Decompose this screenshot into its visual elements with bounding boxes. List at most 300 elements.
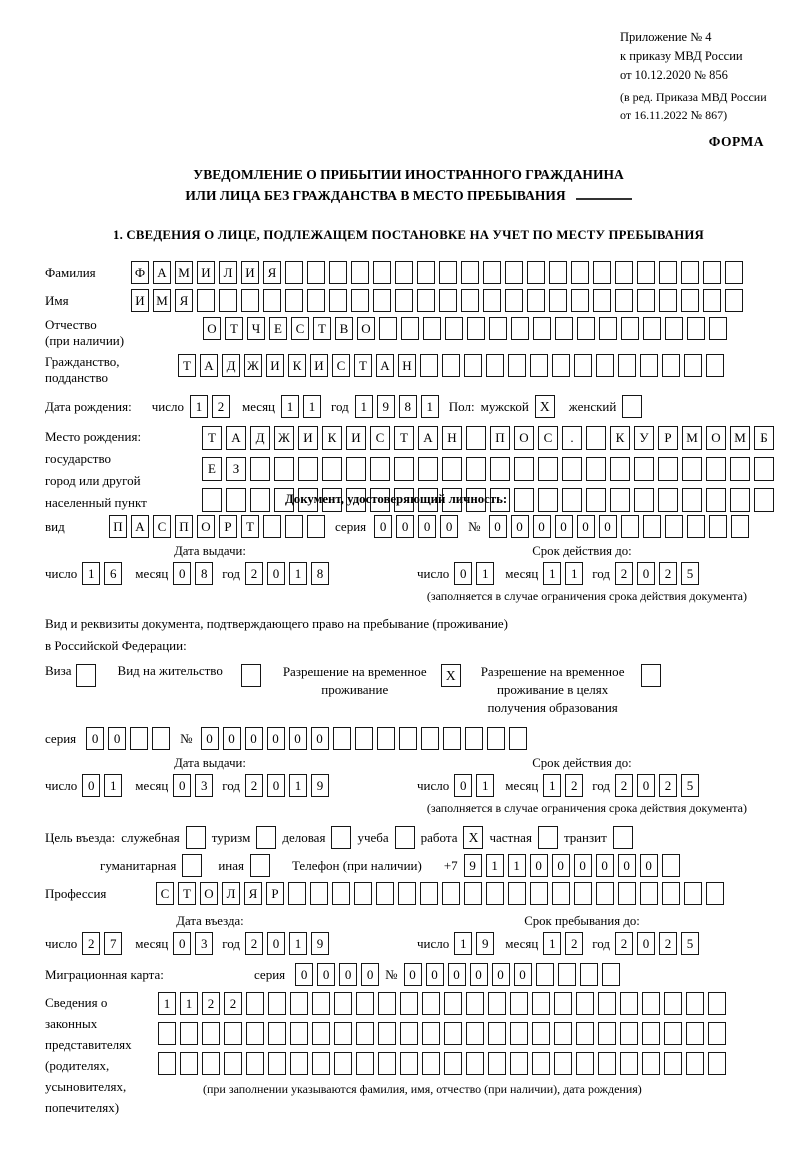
char-cell[interactable] [307, 289, 325, 312]
char-cell[interactable]: 0 [574, 854, 592, 877]
citizenship-cells[interactable] [178, 354, 724, 377]
char-cell[interactable]: 2 [224, 992, 242, 1015]
char-cell[interactable] [488, 1022, 506, 1045]
char-cell[interactable]: Т [313, 317, 331, 340]
char-cell[interactable] [246, 1022, 264, 1045]
char-cell[interactable]: О [203, 317, 221, 340]
char-cell[interactable]: 2 [212, 395, 230, 418]
id-issue-year-cells[interactable] [245, 562, 329, 585]
char-cell[interactable]: 0 [108, 727, 126, 750]
char-cell[interactable] [464, 882, 482, 905]
char-cell[interactable]: Т [202, 426, 222, 450]
char-cell[interactable]: 1 [476, 774, 494, 797]
char-cell[interactable]: К [288, 354, 306, 377]
guardians-cells-row1[interactable] [158, 992, 726, 1015]
char-cell[interactable] [422, 1052, 440, 1075]
char-cell[interactable] [552, 354, 570, 377]
char-cell[interactable] [530, 354, 548, 377]
char-cell[interactable] [466, 457, 486, 481]
char-cell[interactable] [532, 992, 550, 1015]
char-cell[interactable] [263, 515, 281, 538]
char-cell[interactable]: 0 [396, 515, 414, 538]
char-cell[interactable]: 0 [361, 963, 379, 986]
char-cell[interactable]: Я [263, 261, 281, 284]
char-cell[interactable] [665, 317, 683, 340]
char-cell[interactable] [400, 1022, 418, 1045]
char-cell[interactable] [618, 354, 636, 377]
char-cell[interactable] [508, 882, 526, 905]
char-cell[interactable] [562, 488, 582, 512]
char-cell[interactable]: И [310, 354, 328, 377]
char-cell[interactable] [709, 515, 727, 538]
char-cell[interactable] [706, 488, 726, 512]
visa-checkbox[interactable] [76, 664, 96, 687]
char-cell[interactable]: Н [442, 426, 462, 450]
char-cell[interactable]: 0 [339, 963, 357, 986]
char-cell[interactable]: 2 [82, 932, 100, 955]
char-cell[interactable]: 2 [245, 562, 263, 585]
char-cell[interactable] [706, 457, 726, 481]
char-cell[interactable] [490, 457, 510, 481]
char-cell[interactable]: Л [222, 882, 240, 905]
char-cell[interactable]: 0 [201, 727, 219, 750]
char-cell[interactable] [580, 963, 598, 986]
phone-cells[interactable] [464, 854, 680, 877]
char-cell[interactable] [664, 1052, 682, 1075]
entry-day-cells[interactable] [82, 932, 122, 955]
char-cell[interactable]: 0 [599, 515, 617, 538]
res-issue-day-cells[interactable] [82, 774, 122, 797]
char-cell[interactable] [202, 1022, 220, 1045]
char-cell[interactable]: С [153, 515, 171, 538]
char-cell[interactable] [312, 992, 330, 1015]
char-cell[interactable]: 0 [289, 727, 307, 750]
char-cell[interactable] [395, 289, 413, 312]
char-cell[interactable] [465, 727, 483, 750]
char-cell[interactable] [576, 1052, 594, 1075]
id-number-cells[interactable] [489, 515, 749, 538]
char-cell[interactable]: М [730, 426, 750, 450]
char-cell[interactable]: Р [266, 882, 284, 905]
id-valid-day-cells[interactable] [454, 562, 494, 585]
male-checkbox[interactable]: X [535, 395, 555, 418]
char-cell[interactable]: 1 [281, 395, 299, 418]
char-cell[interactable]: С [156, 882, 174, 905]
char-cell[interactable]: О [200, 882, 218, 905]
char-cell[interactable] [552, 882, 570, 905]
char-cell[interactable] [418, 457, 438, 481]
char-cell[interactable]: И [197, 261, 215, 284]
char-cell[interactable] [615, 261, 633, 284]
char-cell[interactable]: 1 [289, 562, 307, 585]
char-cell[interactable]: 0 [404, 963, 422, 986]
birth-year-cells[interactable] [355, 395, 439, 418]
char-cell[interactable] [202, 1052, 220, 1075]
char-cell[interactable] [593, 289, 611, 312]
purpose-humanitarian-checkbox[interactable] [182, 854, 202, 877]
birth-day-cells[interactable] [190, 395, 230, 418]
char-cell[interactable]: К [610, 426, 630, 450]
char-cell[interactable] [310, 882, 328, 905]
char-cell[interactable] [586, 426, 606, 450]
char-cell[interactable] [731, 515, 749, 538]
char-cell[interactable]: Т [354, 354, 372, 377]
char-cell[interactable] [439, 261, 457, 284]
char-cell[interactable] [351, 261, 369, 284]
char-cell[interactable]: 1 [289, 932, 307, 955]
temp-permit-edu-checkbox[interactable] [641, 664, 661, 687]
id-series-cells[interactable] [374, 515, 458, 538]
char-cell[interactable]: 0 [577, 515, 595, 538]
char-cell[interactable]: 0 [514, 963, 532, 986]
char-cell[interactable]: 0 [317, 963, 335, 986]
char-cell[interactable] [394, 457, 414, 481]
char-cell[interactable] [420, 354, 438, 377]
char-cell[interactable]: 1 [543, 774, 561, 797]
char-cell[interactable]: А [226, 426, 246, 450]
char-cell[interactable] [505, 289, 523, 312]
char-cell[interactable]: 7 [104, 932, 122, 955]
char-cell[interactable] [665, 515, 683, 538]
char-cell[interactable] [466, 426, 486, 450]
char-cell[interactable]: И [298, 426, 318, 450]
char-cell[interactable] [703, 289, 721, 312]
char-cell[interactable] [754, 457, 774, 481]
char-cell[interactable] [420, 882, 438, 905]
char-cell[interactable] [593, 261, 611, 284]
char-cell[interactable]: 0 [555, 515, 573, 538]
char-cell[interactable] [290, 1052, 308, 1075]
char-cell[interactable]: 2 [615, 932, 633, 955]
char-cell[interactable]: Л [219, 261, 237, 284]
char-cell[interactable] [662, 354, 680, 377]
char-cell[interactable]: 0 [267, 774, 285, 797]
char-cell[interactable] [577, 317, 595, 340]
res-valid-month-cells[interactable] [543, 774, 583, 797]
char-cell[interactable]: 8 [399, 395, 417, 418]
char-cell[interactable]: 0 [245, 727, 263, 750]
id-valid-month-cells[interactable] [543, 562, 583, 585]
char-cell[interactable]: Т [178, 882, 196, 905]
char-cell[interactable] [687, 317, 705, 340]
char-cell[interactable] [659, 261, 677, 284]
char-cell[interactable] [725, 261, 743, 284]
char-cell[interactable]: 1 [565, 562, 583, 585]
char-cell[interactable] [687, 515, 705, 538]
char-cell[interactable] [634, 488, 654, 512]
char-cell[interactable]: 0 [440, 515, 458, 538]
char-cell[interactable]: 3 [195, 932, 213, 955]
char-cell[interactable] [586, 488, 606, 512]
char-cell[interactable]: 1 [158, 992, 176, 1015]
char-cell[interactable] [312, 1022, 330, 1045]
char-cell[interactable] [422, 1022, 440, 1045]
char-cell[interactable] [288, 882, 306, 905]
char-cell[interactable] [312, 1052, 330, 1075]
char-cell[interactable] [620, 1052, 638, 1075]
char-cell[interactable] [596, 882, 614, 905]
entry-year-cells[interactable] [245, 932, 329, 955]
char-cell[interactable]: 0 [418, 515, 436, 538]
char-cell[interactable] [684, 882, 702, 905]
char-cell[interactable] [250, 457, 270, 481]
char-cell[interactable] [642, 1052, 660, 1075]
char-cell[interactable] [514, 488, 534, 512]
char-cell[interactable]: 1 [180, 992, 198, 1015]
char-cell[interactable]: Д [250, 426, 270, 450]
female-checkbox[interactable] [622, 395, 642, 418]
char-cell[interactable] [554, 1022, 572, 1045]
char-cell[interactable] [620, 992, 638, 1015]
char-cell[interactable]: 0 [173, 932, 191, 955]
res-series-cells[interactable] [86, 727, 170, 750]
char-cell[interactable]: 2 [202, 992, 220, 1015]
char-cell[interactable] [508, 354, 526, 377]
char-cell[interactable] [558, 963, 576, 986]
char-cell[interactable] [486, 882, 504, 905]
char-cell[interactable]: 1 [104, 774, 122, 797]
char-cell[interactable] [461, 261, 479, 284]
char-cell[interactable]: 2 [245, 932, 263, 955]
char-cell[interactable] [658, 488, 678, 512]
char-cell[interactable]: К [322, 426, 342, 450]
birthplace-cells-row1[interactable] [202, 426, 774, 450]
res-issue-year-cells[interactable] [245, 774, 329, 797]
char-cell[interactable] [423, 317, 441, 340]
char-cell[interactable] [442, 882, 460, 905]
char-cell[interactable]: 1 [454, 932, 472, 955]
char-cell[interactable] [554, 1052, 572, 1075]
char-cell[interactable] [298, 457, 318, 481]
char-cell[interactable]: 0 [82, 774, 100, 797]
char-cell[interactable] [444, 1052, 462, 1075]
residence-permit-checkbox[interactable] [241, 664, 261, 687]
char-cell[interactable] [377, 727, 395, 750]
char-cell[interactable]: 1 [476, 562, 494, 585]
birth-month-cells[interactable] [281, 395, 321, 418]
char-cell[interactable]: Ж [244, 354, 262, 377]
char-cell[interactable]: Т [394, 426, 414, 450]
char-cell[interactable] [152, 727, 170, 750]
char-cell[interactable] [356, 1022, 374, 1045]
char-cell[interactable] [703, 261, 721, 284]
char-cell[interactable] [400, 1052, 418, 1075]
char-cell[interactable] [664, 1022, 682, 1045]
char-cell[interactable] [549, 261, 567, 284]
char-cell[interactable] [598, 1022, 616, 1045]
char-cell[interactable] [224, 1052, 242, 1075]
char-cell[interactable] [464, 354, 482, 377]
char-cell[interactable] [322, 457, 342, 481]
char-cell[interactable] [511, 317, 529, 340]
char-cell[interactable]: С [370, 426, 390, 450]
char-cell[interactable] [708, 1022, 726, 1045]
char-cell[interactable] [530, 882, 548, 905]
purpose-other-checkbox[interactable] [250, 854, 270, 877]
char-cell[interactable] [467, 317, 485, 340]
char-cell[interactable]: 0 [223, 727, 241, 750]
char-cell[interactable]: В [335, 317, 353, 340]
char-cell[interactable] [356, 992, 374, 1015]
char-cell[interactable] [505, 261, 523, 284]
char-cell[interactable]: 0 [426, 963, 444, 986]
char-cell[interactable]: 2 [565, 774, 583, 797]
stay-month-cells[interactable] [543, 932, 583, 955]
char-cell[interactable] [334, 1022, 352, 1045]
char-cell[interactable] [706, 882, 724, 905]
purpose-tourism-checkbox[interactable] [256, 826, 276, 849]
char-cell[interactable] [307, 515, 325, 538]
res-number-cells[interactable] [201, 727, 527, 750]
char-cell[interactable]: 8 [311, 562, 329, 585]
char-cell[interactable]: 1 [303, 395, 321, 418]
char-cell[interactable] [662, 854, 680, 877]
char-cell[interactable] [373, 261, 391, 284]
char-cell[interactable]: А [131, 515, 149, 538]
char-cell[interactable] [708, 1052, 726, 1075]
char-cell[interactable]: Д [222, 354, 240, 377]
char-cell[interactable]: С [538, 426, 558, 450]
char-cell[interactable] [307, 261, 325, 284]
char-cell[interactable] [268, 1052, 286, 1075]
char-cell[interactable] [445, 317, 463, 340]
char-cell[interactable]: И [346, 426, 366, 450]
char-cell[interactable] [399, 727, 417, 750]
char-cell[interactable] [532, 1052, 550, 1075]
char-cell[interactable]: 5 [681, 932, 699, 955]
char-cell[interactable]: 5 [681, 562, 699, 585]
char-cell[interactable]: 0 [637, 932, 655, 955]
char-cell[interactable]: 0 [618, 854, 636, 877]
char-cell[interactable]: 0 [173, 562, 191, 585]
char-cell[interactable]: 0 [640, 854, 658, 877]
entry-month-cells[interactable] [173, 932, 213, 955]
char-cell[interactable] [241, 289, 259, 312]
char-cell[interactable]: 3 [195, 774, 213, 797]
char-cell[interactable] [285, 515, 303, 538]
char-cell[interactable] [610, 457, 630, 481]
char-cell[interactable] [527, 261, 545, 284]
char-cell[interactable] [376, 882, 394, 905]
char-cell[interactable]: Ж [274, 426, 294, 450]
char-cell[interactable] [571, 289, 589, 312]
char-cell[interactable]: 1 [421, 395, 439, 418]
char-cell[interactable] [378, 1052, 396, 1075]
char-cell[interactable] [510, 1022, 528, 1045]
char-cell[interactable] [351, 289, 369, 312]
char-cell[interactable]: 0 [470, 963, 488, 986]
char-cell[interactable]: 0 [511, 515, 529, 538]
surname-cells[interactable] [131, 261, 743, 284]
purpose-work-checkbox[interactable]: X [463, 826, 483, 849]
char-cell[interactable] [395, 261, 413, 284]
char-cell[interactable]: 9 [464, 854, 482, 877]
char-cell[interactable] [730, 488, 750, 512]
id-issue-month-cells[interactable] [173, 562, 213, 585]
char-cell[interactable]: 2 [615, 774, 633, 797]
purpose-business-checkbox[interactable] [331, 826, 351, 849]
char-cell[interactable]: Ф [131, 261, 149, 284]
char-cell[interactable]: 1 [486, 854, 504, 877]
char-cell[interactable] [483, 289, 501, 312]
char-cell[interactable]: 1 [82, 562, 100, 585]
char-cell[interactable]: О [514, 426, 534, 450]
char-cell[interactable] [709, 317, 727, 340]
char-cell[interactable]: Р [219, 515, 237, 538]
char-cell[interactable] [373, 289, 391, 312]
char-cell[interactable]: 0 [374, 515, 392, 538]
char-cell[interactable] [268, 992, 286, 1015]
char-cell[interactable]: 8 [195, 562, 213, 585]
char-cell[interactable] [334, 992, 352, 1015]
char-cell[interactable] [754, 488, 774, 512]
char-cell[interactable]: 9 [311, 932, 329, 955]
id-kind-cells[interactable] [109, 515, 325, 538]
char-cell[interactable]: 0 [267, 727, 285, 750]
char-cell[interactable] [219, 289, 237, 312]
char-cell[interactable] [621, 317, 639, 340]
char-cell[interactable]: 0 [448, 963, 466, 986]
stay-year-cells[interactable] [615, 932, 699, 955]
char-cell[interactable]: Б [754, 426, 774, 450]
char-cell[interactable] [356, 1052, 374, 1075]
char-cell[interactable] [576, 992, 594, 1015]
char-cell[interactable] [158, 1022, 176, 1045]
char-cell[interactable] [158, 1052, 176, 1075]
char-cell[interactable]: Е [269, 317, 287, 340]
char-cell[interactable]: 0 [596, 854, 614, 877]
char-cell[interactable] [684, 354, 702, 377]
char-cell[interactable] [444, 992, 462, 1015]
char-cell[interactable] [576, 1022, 594, 1045]
char-cell[interactable] [686, 992, 704, 1015]
profession-cells[interactable] [156, 882, 724, 905]
char-cell[interactable] [555, 317, 573, 340]
char-cell[interactable] [461, 289, 479, 312]
char-cell[interactable] [643, 317, 661, 340]
char-cell[interactable]: . [562, 426, 582, 450]
char-cell[interactable]: 9 [311, 774, 329, 797]
char-cell[interactable] [681, 289, 699, 312]
char-cell[interactable]: П [490, 426, 510, 450]
char-cell[interactable] [442, 457, 462, 481]
char-cell[interactable] [510, 1052, 528, 1075]
char-cell[interactable] [466, 1052, 484, 1075]
char-cell[interactable]: С [291, 317, 309, 340]
char-cell[interactable] [290, 992, 308, 1015]
char-cell[interactable]: 0 [489, 515, 507, 538]
char-cell[interactable] [180, 1022, 198, 1045]
char-cell[interactable] [224, 1022, 242, 1045]
char-cell[interactable] [708, 992, 726, 1015]
char-cell[interactable] [725, 289, 743, 312]
char-cell[interactable] [488, 992, 506, 1015]
char-cell[interactable] [596, 354, 614, 377]
char-cell[interactable]: С [332, 354, 350, 377]
char-cell[interactable]: 2 [615, 562, 633, 585]
char-cell[interactable] [274, 457, 294, 481]
char-cell[interactable]: А [418, 426, 438, 450]
char-cell[interactable]: 6 [104, 562, 122, 585]
char-cell[interactable]: 1 [190, 395, 208, 418]
char-cell[interactable] [662, 882, 680, 905]
char-cell[interactable] [246, 992, 264, 1015]
char-cell[interactable] [634, 457, 654, 481]
char-cell[interactable]: И [241, 261, 259, 284]
char-cell[interactable] [682, 457, 702, 481]
char-cell[interactable]: Я [244, 882, 262, 905]
char-cell[interactable]: 0 [311, 727, 329, 750]
